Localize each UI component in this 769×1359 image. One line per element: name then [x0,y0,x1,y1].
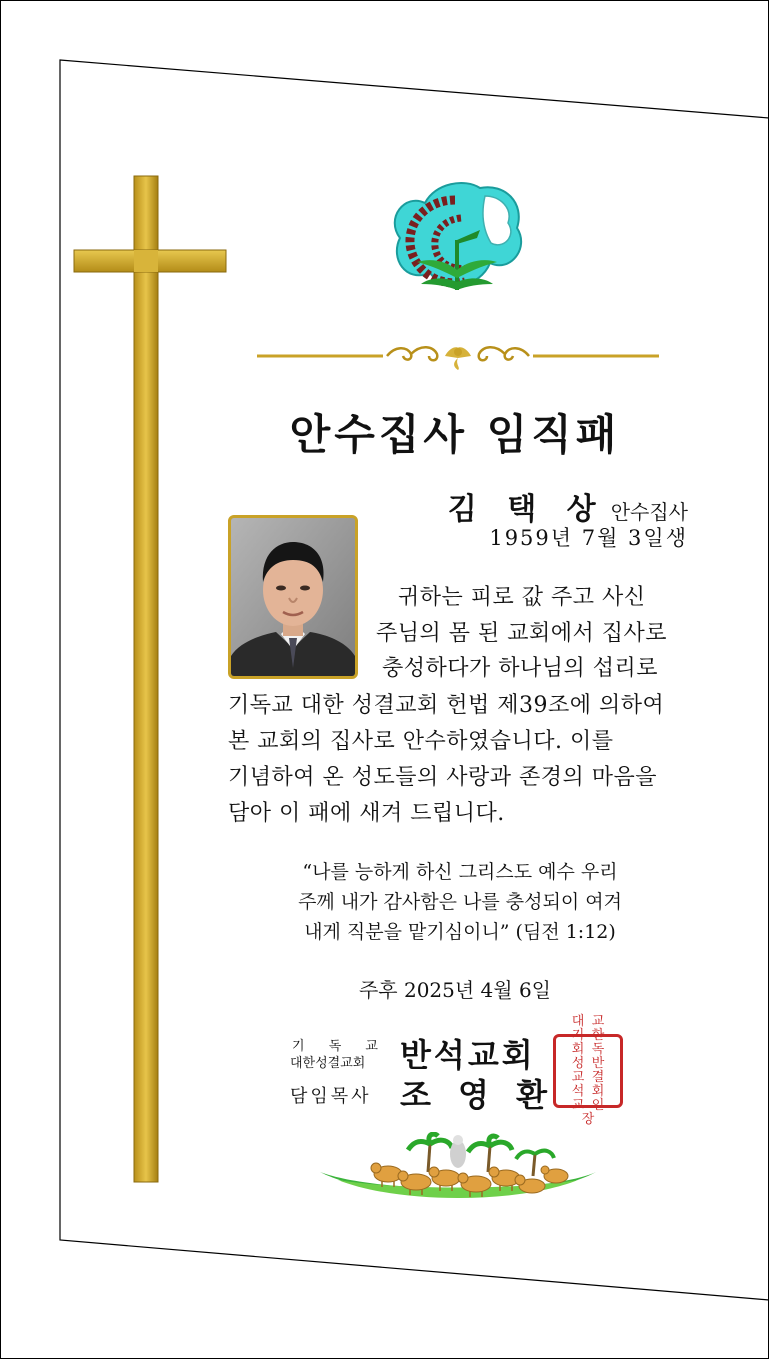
award-date: 주후 2025년 4월 6일 [358,978,552,1002]
body-text-line: 담아 이 패에 새겨 드립니다. [228,801,505,826]
seal-char: 반 [591,1056,605,1071]
seal-char: 장 [581,1112,595,1127]
seal-char: 결 [591,1070,605,1085]
seal-char: 석 [571,1084,585,1099]
recipient-role: 안수집사 [610,500,688,524]
cross-icon [72,174,232,1184]
seal-char: 성 [571,1056,585,1071]
pastor-title: 담임목사 [290,1086,372,1107]
ornament-divider-icon [255,340,661,372]
verse-line: 주께 내가 감사함은 나를 충성되이 여겨 [298,891,622,913]
portrait-illustration [231,518,355,676]
pastor-name: 조 영 환 [400,1076,556,1114]
seal-char: 교 [571,1098,585,1113]
body-text-line: 본 교회의 집사로 안수하였습니다. 이를 [228,729,614,754]
recipient-name: 김 택 상 [447,492,606,527]
seal-char: 회 [571,1042,585,1057]
verse-line: 내게 직분을 맡기심이니” (딤전 1:12) [304,921,616,943]
seal-char: 독 [591,1042,605,1057]
sheep-flock-icon [318,1132,598,1210]
denomination-bottom: 대한성결교회 [290,1056,366,1071]
seal-char: 한 [591,1028,605,1043]
seal-char: 대 [571,1014,585,1029]
body-text-line: 주님의 몸 된 교회에서 집사로 [376,621,667,646]
seal-char: 교 [591,1014,605,1029]
body-text-line: 기념하여 온 성도들의 사랑과 존경의 마음을 [228,765,658,790]
church-seal-icon [553,1014,623,1127]
body-text-line: 기독교 대한 성결교회 헌법 제39조에 의하여 [228,693,665,718]
seal-char: 교 [571,1070,585,1085]
verse-line: “나를 능하게 하신 그리스도 예수 우리 [302,861,618,883]
church-name: 반석교회 [400,1036,536,1074]
seal-char: 회 [591,1084,605,1099]
denomination-top: 기 독 교 [292,1039,388,1054]
body-text-line: 귀하는 피로 값 주고 사신 [398,585,646,610]
recipient-photo [228,515,358,679]
seal-char: 기 [571,1028,585,1043]
recipient-birth: 1959년 7월 3일생 [489,526,688,550]
church-emblem-icon [385,178,530,308]
page-title: 안수집사 임직패 [289,410,621,459]
seal-char: 인 [591,1098,605,1113]
body-text-line: 충성하다가 하나님의 섭리로 [382,656,659,681]
